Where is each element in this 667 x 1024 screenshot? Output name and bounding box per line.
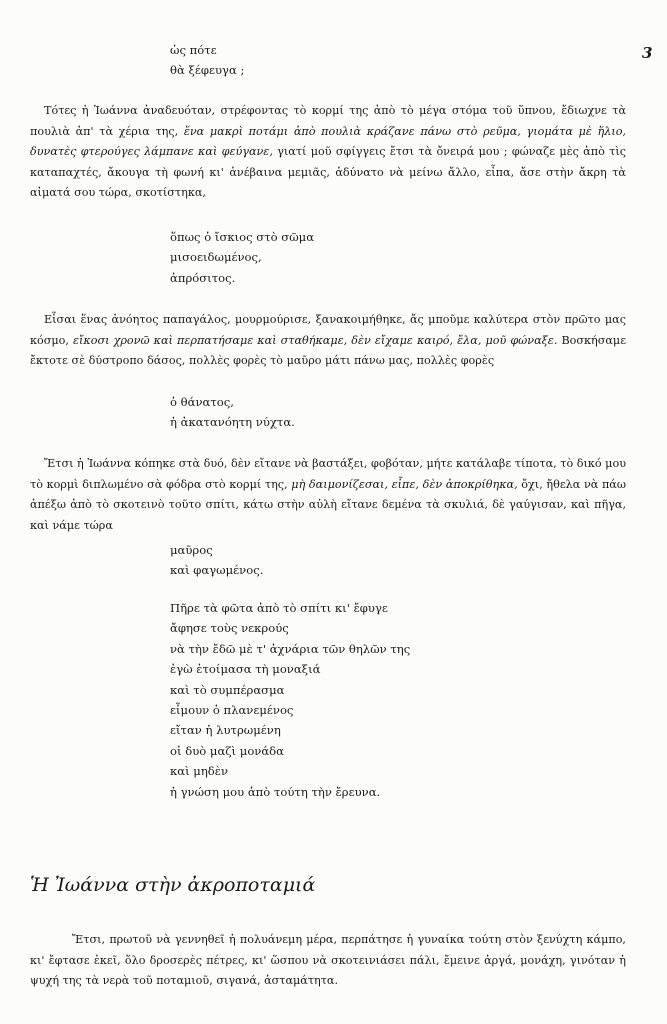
verse-line: θὰ ξέφευγα ; <box>170 63 245 78</box>
verse-line: ἄφησε τοὺς νεκρούς <box>170 621 289 636</box>
verse-line: μισοειδωμένος, <box>170 250 262 265</box>
italic-passage: μὴ δαιμονίζεσαι, εἶπε, δὲν ἀποκρίθηκα, <box>291 477 518 491</box>
paragraph-text: γιατί μοῦ σφίγγεις ἔτσι τὰ ὄνειρά μου ; φώναζε μὲς ἀπὸ τὶς καταπαχτές, ἄκουγα τὴ φωνή κι' ἀνέβαινα μεμιᾶς, ἀδύνατο νὰ μείνω ἄλλο, εἶπα, ἄσε στὴν ἄκρη τὰ αἰματά σου τώρα, σκοτίστηκα, <box>30 145 626 200</box>
page-number: 3 <box>642 44 653 62</box>
verse-line: ὅπως ὁ ἴσκιος στὸ σῶμα <box>170 230 315 244</box>
verse-line: ὁ θάνατος, <box>170 395 234 409</box>
paragraph-4 <box>30 930 626 992</box>
final-verse <box>170 598 410 802</box>
paragraph-text: Τότες ἡ Ἰωάννα ἀναδευόταν, στρέφοντας τὸ κορμί της ἀπὸ τὸ μέγα στόμα τοῦ ὕπνου, ἔδιωχνε τὰ πουλιὰ ἀπ' τὰ χέρια της, <box>30 104 626 138</box>
black-verse <box>170 540 263 581</box>
verse-line: οἱ δυὸ μαζὶ μονάδα <box>170 743 284 758</box>
verse-line: νὰ τὴν ἔδῶ μὲ τ' ἀχνάρια τῶν θηλῶν της <box>170 641 411 656</box>
italic-passage: ἕνα μακρὶ ποτάμι ἀπὸ πουλιὰ κράζανε πάνω στὸ ρεῦμα, γιομάτα μὲ ἥλιο, δυνατὲς φτερούγες λάμπανε καὶ φεύγανε, <box>30 124 626 159</box>
verse-line: εἶμουν ὁ πλανεμένος <box>170 703 294 718</box>
opening-verse <box>170 40 244 81</box>
paragraph-text: ὄχι, ἤθελα νὰ πάω ἀπέξω ἀπὸ τὸ σκοτεινὸ τοῦτο σπίτι, κάτω στὴν αὐλὴ εἴτανε δεμένα τὰ σκυλιά, δὲ γαύγισαν, καὶ πῆγα, καὶ νάμε τώρα <box>30 477 626 532</box>
paragraph-2 <box>30 310 626 372</box>
verse-line: καὶ τὸ συμπέρασμα <box>170 682 285 697</box>
verse-line: καὶ φαγωμένος. <box>170 563 264 578</box>
verse-line: ἀπρόσιτος. <box>170 270 236 285</box>
verse-line: ἡ γνώση μου ἀπὸ τούτη τὴν ἔρευνα. <box>170 784 381 799</box>
paragraph-3 <box>30 454 626 536</box>
shadow-verse <box>170 227 314 288</box>
paragraph-1 <box>30 101 626 204</box>
verse-line: ἐγὼ ἐτοίμασα τὴ μοναξιά <box>170 662 321 677</box>
paragraph-text: Εἶσαι ἕνας ἀνόητος παπαγάλος, μουρμούρισε, ξανακοιμήθηκε, ἄς μποῦμε καλύτερα στὸν πρῶτο μας κόσμο, <box>30 313 626 347</box>
death-verse <box>170 392 295 433</box>
italic-passage: εἴκοσι χρονῶ καὶ περπατήσαμε καὶ σταθήκαμε, δὲν εἴχαμε καιρό, ἔλα, μοῦ φώναξε. <box>73 333 558 347</box>
paragraph-text: Βοσκήσαμε ἔκτοτε σὲ δύστροπο δάσος, πολλὲς φορὲς τὸ μαῦρο μάτι πάνω μας, πολλὲς φορὲς <box>30 333 626 368</box>
paragraph-text: Ἔτσι, πρωτοῦ νὰ γεννηθεῖ ἡ πολυάνεμη μέρα, περπάτησε ἡ γυναίκα τούτη στὸν ξενύχτη κάμπο, κι' ἔφτασε ἐκεῖ, ὅλο δροσερὲς πέτρες, κι' ὥσπου νὰ σκοτεινιάσει πάλι, ἔμεινε ἀργά, μονάχη, γινόταν ἡ ψυχή της τὰ νερὰ τοῦ ποταμιοῦ, σιγανά, ἀσταμάτητα. <box>30 933 626 988</box>
verse-line: Πῆρε τὰ φῶτα ἀπὸ τὸ σπίτι κι' ἔφυγε <box>170 601 388 615</box>
paragraph-text: Ἔτσι ἡ Ἰωάννα κόπηκε στὰ δυό, δὲν εἴτανε νὰ βαστάξει, φοβόταν, μήτε κατάλαβε τίποτα, τὸ δικό μου τὸ κορμὶ διπλωμένο σὰ φόδρα στὸ κορμί της, <box>30 457 626 491</box>
verse-line: εἴταν ἡ λυτρωμένη <box>170 723 281 738</box>
verse-line: ὡς πότε <box>170 43 217 57</box>
verse-line: μαῦρος <box>170 543 213 557</box>
verse-line: καὶ μηδὲν <box>170 764 229 779</box>
verse-line: ἡ ἀκατανόητη νύχτα. <box>170 415 295 430</box>
section-title: Ἡ Ἰωάννα στὴν ἀκροποταμιά <box>30 874 316 896</box>
